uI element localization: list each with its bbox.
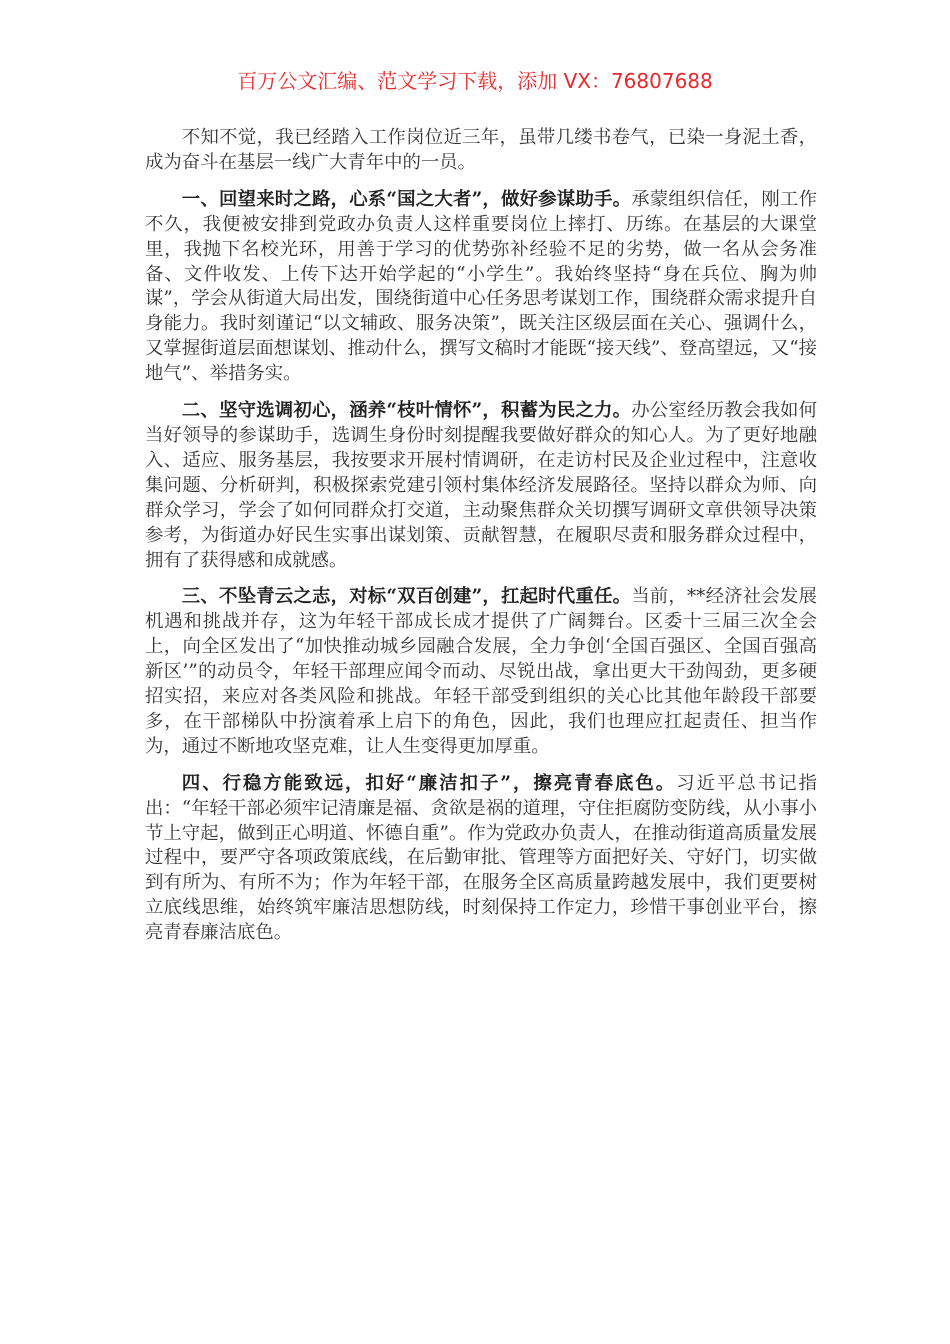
paragraph-text: 当前，**经济社会发展机遇和挑战并存，这为年轻干部成长成才提供了广阔舞台。区委十三届三次全会上，向全区发出了“加快推动城乡园融合发展，全力争创‘全国百强区、全国百强高新区’”的动员令，年轻干部理应闻令而动、尽锐出战，拿出更大干劲闯劲，更多硬招实招，来应对各类风险和挑战。年轻干部受到组织的关心比其他年龄段干部要多，在干部梯队中扮演着承上启下的角色，因此，我们也理应扛起责任、担当作为，通过不断地攻坚克难，让人生变得更加厚重。 [145,586,817,757]
document-body [145,126,817,958]
section-heading: 三、不坠青云之志，对标“双百创建”，扛起时代重任。 [181,586,632,608]
paragraph-section-4 [145,772,817,946]
paragraph-section-3 [145,585,817,759]
section-heading: 二、坚守选调初心，涵养“枝叶情怀”，积蓄为民之力。 [181,400,632,422]
paragraph-section-1 [145,188,817,387]
paragraph-text: 习近平总书记指出：“年轻干部必须牢记清廉是福、贪欲是祸的道理，守住拒腐防变防线，从小事小节上守起，做到正心明道、怀德自重”。作为党政办负责人，在推动街道高质量发展过程中，要严守各项政策底线，在后勤审批、管理等方面把好关、守好门，切实做到有所为、有所不为；作为年轻干部，在服务全区高质量跨越发展中，我们更要树立底线思维，始终筑牢廉洁思想防线，时刻保持工作定力，珍惜干事创业平台，擦亮青春廉洁底色。 [145,772,817,944]
section-heading: 一、回望来时之路，心系“国之大者”，做好参谋助手。 [181,188,632,210]
section-heading: 四、行稳方能致远，扣好“廉洁扣子”，擦亮青春底色。 [181,772,677,794]
paragraph-intro [145,126,817,176]
paragraph-text: 承蒙组织信任，刚工作不久，我便被安排到党政办负责人这样重要岗位上摔打、历练。在基层的大课堂里，我抛下名校光环，用善于学习的优势弥补经验不足的劣势，做一名从会务准备、文件收发、上传下达开始学起的“小学生”。我始终坚持“身在兵位、胸为帅谋”，学会从街道大局出发，围绕街道中心任务思考谋划工作，围绕群众需求提升自身能力。我时刻谨记“以文辅政、服务决策”，既关注区级层面在关心、强调什么，又掌握街道层面想谋划、推动什么，撰写文稿时才能既“接天线”、登高望远，又“接地气”、举措务实。 [145,188,817,385]
paragraph-section-2 [145,399,817,573]
paragraph-text: 不知不觉，我已经踏入工作岗位近三年，虽带几缕书卷气，已染一身泥土香，成为奋斗在基层一线广大青年中的一员。 [145,127,817,173]
paragraph-text: 办公室经历教会我如何当好领导的参谋助手，选调生身份时刻提醒我要做好群众的知心人。为了更好地融入、适应、服务基层，我按要求开展村情调研，在走访村民及企业过程中，注意收集问题、分析研判，积极探索党建引领村集体经济发展路径。坚持以群众为师、向群众学习，学会了如何同群众打交道，主动聚焦群众关切撰写调研文章供领导决策参考，为街道办好民生实事出谋划策、贡献智慧，在履职尽责和服务群众过程中，拥有了获得感和成就感。 [145,400,817,571]
download-banner: 百万公文汇编、范文学习下载，添加 VX：76807688 [237,69,713,93]
